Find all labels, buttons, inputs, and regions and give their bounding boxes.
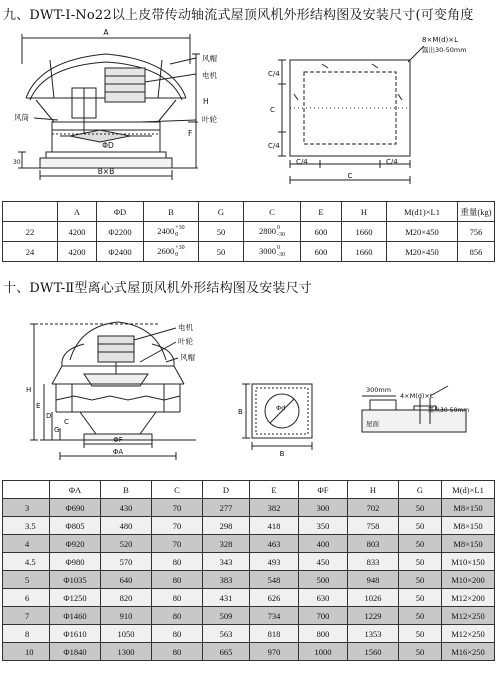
table-cell: 1560 [348,643,399,661]
table-cell: 480 [101,517,152,535]
table-header: E [250,481,299,499]
table-cell: 80 [152,607,203,625]
table-cell: 50 [399,607,442,625]
table-cell: 600 [301,242,342,262]
table-cell: 548 [250,571,299,589]
dim-B-bottom: B [279,450,285,458]
table-cell: 431 [203,589,250,607]
table-cell: 50 [399,553,442,571]
dim-E: E [36,402,41,410]
table-cell: 10 [3,643,50,661]
axial-fan-size-table [2,201,495,262]
table-cell: 1353 [348,625,399,643]
table-cell: 818 [250,625,299,643]
table-cell: 1229 [348,607,399,625]
table-cell: Φ980 [50,553,101,571]
table-body [3,499,495,661]
table-cell: 8 [3,625,50,643]
table-cell: 520 [101,535,152,553]
table-header: 重量(kg) [458,202,495,222]
dim-BxB: B×B [97,167,115,176]
cell-value: 2600 [157,245,175,256]
table-cell: 833 [348,553,399,571]
table-header: ΦF [299,481,348,499]
table-header: H [342,202,387,222]
dim-C4-bottom-right: C/4 [386,158,398,166]
table-row [3,242,495,262]
table-cell: 80 [152,643,203,661]
table-cell: 820 [101,589,152,607]
tolerance-lower: -30 [277,251,285,258]
dim-phiA: ΦA [112,448,124,456]
table-cell: 382 [250,499,299,517]
bolt-spec-label: 8×M(d)×L [422,36,459,44]
table-cell: 22 [3,222,58,242]
dim-C4-bottom-left: C/4 [296,158,308,166]
table-header: ΦD [97,202,144,222]
embed-label: 露出30-50mm [428,407,470,414]
hood-label: 风帽 [180,353,195,362]
table-cell: 70 [152,535,203,553]
table-cell: M10×200 [442,571,495,589]
table-row [3,499,495,517]
table-cell: 50 [199,242,244,262]
tolerance [277,245,285,259]
table-cell: 24 [3,242,58,262]
table-cell: M8×150 [442,499,495,517]
table-cell: 50 [399,643,442,661]
cell-value: 2400 [157,225,175,236]
section9-title: 九、DWT-Ⅰ-No22以上皮带传动轴流式屋顶风机外形结构图及安装尺寸(可变角度 [3,8,474,23]
table-cell: 702 [348,499,399,517]
bolt-spec-label: 4×M(d)×L [400,392,434,400]
dim-D: D [46,412,52,420]
dim-phiD: ΦD [102,141,114,150]
table-cell: 418 [250,517,299,535]
tolerance-upper: 0 [277,224,280,231]
table-cell: 450 [299,553,348,571]
table-cell: 50 [199,222,244,242]
table-cell: 4 [3,535,50,553]
table-cell: 970 [250,643,299,661]
table-header [3,202,58,222]
table-cell: 1660 [342,222,387,242]
tolerance-lower: 0 [175,231,179,238]
table-cell: 758 [348,517,399,535]
centrifugal-fan-size-table [2,480,495,661]
table-row [3,517,495,535]
table-cell: 3 [3,499,50,517]
table-header: E [301,202,342,222]
table-cell: 80 [152,589,203,607]
table-cell: 277 [203,499,250,517]
table-cell: 50 [399,571,442,589]
table-cell: Φ2200 [97,222,144,242]
table-cell: 7 [3,607,50,625]
table-cell: 400 [299,535,348,553]
dim-H: H [203,97,209,106]
table-cell: 626 [250,589,299,607]
dim-phid: Φd [276,404,286,412]
table-cell: M10×150 [442,553,495,571]
table-cell: 5 [3,571,50,589]
axial-fan-drawing [0,24,497,200]
motor-label: 电机 [202,71,217,80]
table-header: B [144,202,199,222]
table-row [3,553,495,571]
table-cell: 298 [203,517,250,535]
table-cell: 1000 [299,643,348,661]
table-cell: 343 [203,553,250,571]
table-header: C [244,202,301,222]
tolerance [277,225,285,239]
roof-label: 屋面 [366,420,379,428]
table-cell: Φ1610 [50,625,101,643]
tolerance-upper: +30 [175,224,185,231]
table-header [3,481,50,499]
table-header: G [399,481,442,499]
table-row [3,571,495,589]
table-cell: 328 [203,535,250,553]
table-cell: 50 [399,517,442,535]
table-cell: 80 [152,553,203,571]
table-header: A [58,202,97,222]
table-row [3,625,495,643]
table-cell: 493 [250,553,299,571]
tolerance-lower: 0 [175,251,179,258]
table-cell: M8×150 [442,535,495,553]
table-cell: Φ1460 [50,607,101,625]
dim-30: 30 [13,159,21,166]
table-row [3,607,495,625]
table-header: M(d)×L1 [442,481,495,499]
table-header: ΦA [50,481,101,499]
table-cell: 430 [101,499,152,517]
table-cell: 700 [299,607,348,625]
tolerance [175,245,184,259]
dim-C4-mid: C/4 [268,142,280,150]
dim-C: C [64,418,69,426]
table-cell [244,242,301,262]
table-cell: Φ1035 [50,571,101,589]
table-cell: 756 [458,222,495,242]
tolerance-lower: -30 [277,231,285,238]
table-cell: Φ690 [50,499,101,517]
table-cell: 500 [299,571,348,589]
table-cell: M20×450 [387,222,458,242]
tolerance-upper: +30 [175,244,185,251]
impeller-label: 叶轮 [202,115,217,124]
table-header: G [199,202,244,222]
table-cell: 50 [399,535,442,553]
table-cell: 50 [399,625,442,643]
table-cell: 1050 [101,625,152,643]
dim-G: G [54,426,60,434]
dim-C-bottom: C [347,172,353,180]
table-row [3,589,495,607]
hood-label: 风帽 [202,54,217,63]
dim-phiF: ΦF [113,436,123,444]
table-header: H [348,481,399,499]
table-header: B [101,481,152,499]
table-cell: 600 [301,222,342,242]
table-cell [244,222,301,242]
table-cell: 1026 [348,589,399,607]
table-cell: 350 [299,517,348,535]
table-cell: M12×250 [442,625,495,643]
table-cell: 803 [348,535,399,553]
table-cell: 4200 [58,242,97,262]
table-cell: Φ2400 [97,242,144,262]
table-cell: 640 [101,571,152,589]
dim-H: H [26,386,32,394]
length-300-label: 300mm [366,386,392,394]
table-cell: 509 [203,607,250,625]
dim-F: F [188,129,193,138]
tolerance [175,225,184,239]
table-cell: 383 [203,571,250,589]
table-cell: M20×450 [387,242,458,262]
table-cell: 70 [152,517,203,535]
table-header-row [3,202,495,222]
table-cell: M12×250 [442,607,495,625]
cell-value: 2800 [259,225,276,236]
table-cell: Φ1250 [50,589,101,607]
table-cell: 1300 [101,643,152,661]
table-cell: 630 [299,589,348,607]
table-row [3,222,495,242]
table-header: M(d1)×L1 [387,202,458,222]
table-cell: 948 [348,571,399,589]
table-header: D [203,481,250,499]
table-cell: 70 [152,499,203,517]
table-row [3,643,495,661]
table-cell: 300 [299,499,348,517]
table-header-row [3,481,495,499]
tolerance-upper: 0 [277,244,280,251]
table-cell: 80 [152,625,203,643]
table-cell: 50 [399,499,442,517]
dim-C4-top: C/4 [268,70,280,78]
table-cell: M8×150 [442,517,495,535]
table-cell: 734 [250,607,299,625]
dim-C-side: C [270,106,275,114]
table-cell: 665 [203,643,250,661]
table-cell: 463 [250,535,299,553]
centrifugal-fan-drawing [0,300,497,476]
table-cell: 50 [399,589,442,607]
table-cell: 800 [299,625,348,643]
table-cell [144,222,199,242]
table-cell: M16×250 [442,643,495,661]
impeller-label: 叶轮 [178,337,193,346]
table-header: C [152,481,203,499]
table-cell [144,242,199,262]
table-cell: M12×200 [442,589,495,607]
table-cell: Φ805 [50,517,101,535]
table-cell: 910 [101,607,152,625]
table-cell: 563 [203,625,250,643]
table-cell: Φ920 [50,535,101,553]
table-cell: 570 [101,553,152,571]
table-cell: 6 [3,589,50,607]
table-cell: 4200 [58,222,97,242]
cell-value: 3000 [259,245,276,256]
duct-label: 风筒 [14,113,29,122]
table-cell: Φ1840 [50,643,101,661]
table-cell: 1660 [342,242,387,262]
table-cell: 4.5 [3,553,50,571]
embed-label: 露出30-50mm [422,46,467,54]
dim-B-side: B [238,408,243,416]
table-cell: 3.5 [3,517,50,535]
motor-label: 电机 [178,323,193,332]
table-cell: 856 [458,242,495,262]
section10-title: 十、DWT-Ⅱ型离心式屋顶风机外形结构图及安装尺寸 [3,281,313,296]
table-cell: 80 [152,571,203,589]
dim-A: A [103,28,109,37]
table-row [3,535,495,553]
